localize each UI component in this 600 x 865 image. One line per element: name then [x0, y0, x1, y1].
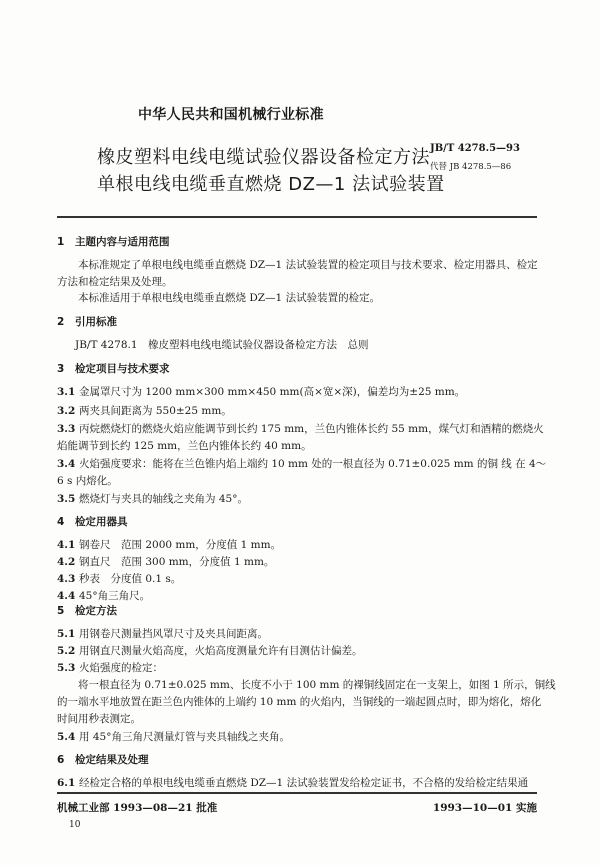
clause-4-4: 4.4 45°角三角尺。	[57, 590, 151, 602]
standard-number: JB/T 4278.5—93	[430, 143, 520, 154]
section-1-heading: 1 主题内容与适用范围	[57, 236, 170, 248]
section-1-paragraph-1: 本标准规定了单根电线电缆垂直燃烧 DZ—1 法试验装置的检定项目与技术要求、检定用器具、检定	[78, 259, 538, 271]
document-title-line2: 单根电线电缆垂直燃烧 DZ—1 法试验装置	[97, 174, 445, 195]
approval-date: 机械工业部 1993—08—21 批准	[57, 802, 218, 814]
section-4-heading: 4 检定用器具	[57, 516, 128, 528]
clause-3-4-cont: 6 s 内熔化。	[57, 475, 118, 487]
clause-4-1: 4.1 钢卷尺 范围 2000 mm，分度值 1 mm。	[57, 539, 282, 551]
section-2-heading: 2 引用标准	[57, 316, 117, 328]
clause-3-3: 3.3 丙烷燃烧灯的燃烧火焰应能调节到长约 175 mm，兰色内锥体长约 55 mm，煤气灯和酒精的燃烧火	[57, 423, 544, 435]
clause-3-3-cont: 焰能调节到长约 125 mm，兰色内锥体长约 40 mm。	[57, 440, 312, 452]
clause-3-5: 3.5 燃烧灯与夹具的轴线之夹角为 45°。	[57, 493, 248, 505]
section-3-heading: 3 检定项目与技术要求	[57, 363, 170, 375]
clause-5-3-paragraph: 将一根直径为 0.71±0.025 mm、长度不小于 100 mm 的裸铜线固定在一支架上，如图 1 所示，铜线	[78, 679, 556, 691]
section-1-paragraph-1-cont: 方法和检定结果及处理。	[57, 276, 173, 288]
footer-divider	[57, 792, 537, 794]
referenced-standard: JB/T 4278.1 橡皮塑料电线电缆试验仪器设备检定方法 总则	[75, 339, 369, 351]
clause-6-1: 6.1 经检定合格的单根电线电缆垂直燃烧 DZ—1 法试验装置发给检定证书，不合格的发给检定结果通	[57, 777, 529, 789]
clause-3-2: 3.2 两夹具间距离为 550±25 mm。	[57, 405, 232, 417]
header-divider	[57, 216, 537, 218]
replaces-standard: 代替 JB 4278.5—86	[430, 162, 512, 172]
clause-5-1: 5.1 用钢卷尺测量挡风罩尺寸及夹具间距离。	[57, 628, 268, 640]
clause-5-2: 5.2 用钢直尺测量火焰高度，火焰高度测量允许有目测估计偏差。	[57, 645, 363, 657]
section-6-heading: 6 检定结果及处理	[57, 754, 149, 766]
clause-5-3-paragraph-cont2: 时间用秒表测定。	[57, 713, 141, 725]
implementation-date: 1993—10—01 实施	[432, 802, 537, 814]
document-title-line1: 橡皮塑料电线电缆试验仪器设备检定方法	[97, 147, 430, 168]
clause-5-4: 5.4 用 45°角三角尺测量灯管与夹具轴线之夹角。	[57, 731, 290, 743]
clause-4-3: 4.3 秒表 分度值 0.1 s。	[57, 573, 182, 585]
page-number: 10	[69, 820, 81, 830]
clause-5-3-paragraph-cont1: 的一端水平地放置在距兰色内锥体的上端约 10 mm 的火焰内，当铜线的一端起圆点时，即为熔化，熔化	[57, 696, 542, 708]
issuing-organization: 中华人民共和国机械行业标准	[138, 107, 324, 123]
clause-4-2: 4.2 钢直尺 范围 300 mm，分度值 1 mm。	[57, 556, 275, 568]
clause-3-1: 3.1 金属罩尺寸为 1200 mm×300 mm×450 mm(高×宽×深)，偏差均为±25 mm。	[57, 386, 466, 398]
clause-3-4: 3.4 火焰强度要求：能将在兰色锥内焰上端约 10 mm 处的一根直径为 0.71±0.025 mm 的铜 线 在 4～	[57, 458, 547, 470]
section-1-paragraph-2: 本标准适用于单根电线电缆垂直燃烧 DZ—1 法试验装置的检定。	[78, 292, 381, 304]
clause-5-3: 5.3 火焰强度的检定：	[57, 662, 163, 674]
section-5-heading: 5 检定方法	[57, 605, 117, 617]
